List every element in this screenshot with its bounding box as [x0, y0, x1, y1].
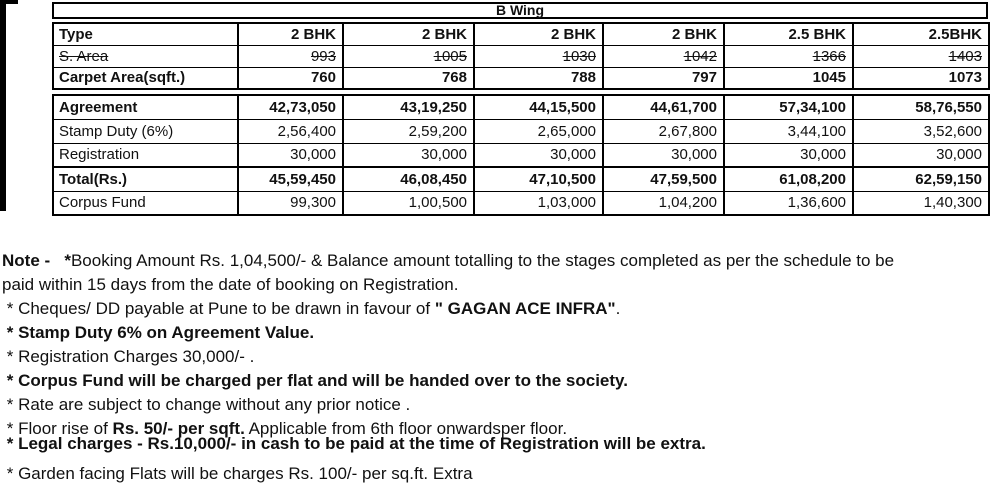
value-cell: 1366 [724, 45, 853, 67]
row-label: Stamp Duty (6%) [53, 119, 238, 143]
value-cell: 99,300 [238, 191, 343, 215]
note-text: * Cheques/ DD payable at Pune to be drawn in favour of [2, 299, 435, 318]
price-table [52, 94, 990, 216]
note-text: Rs. 50/- per sqft. [112, 419, 245, 438]
row-label: Total(Rs.) [53, 167, 238, 191]
value-cell: 3,52,600 [853, 119, 989, 143]
note-line [2, 371, 988, 390]
value-cell: 1042 [603, 45, 724, 67]
value-cell: 2,56,400 [238, 119, 343, 143]
value-cell: 30,000 [853, 143, 989, 167]
note-text: * Corpus Fund will be charged per flat and will be handed over to the society. [2, 371, 628, 390]
value-cell: 30,000 [343, 143, 474, 167]
value-cell: 47,10,500 [474, 167, 603, 191]
note-line [2, 395, 988, 414]
scan-artifact-left-bar [0, 0, 6, 211]
value-cell: 30,000 [724, 143, 853, 167]
value-cell: 58,76,550 [853, 95, 989, 119]
row-label: S. Area [53, 45, 238, 67]
value-cell: 3,44,100 [724, 119, 853, 143]
note-line [2, 275, 988, 294]
note-text: Note - * [2, 251, 71, 270]
value-cell: 788 [474, 67, 603, 89]
value-cell: 2,67,800 [603, 119, 724, 143]
note-text: * Legal charges - Rs.10,000/- in cash to be paid at the time of Registration will be extra. [2, 434, 706, 453]
note-text: Applicable from 6th floor onwardsper floor. [244, 419, 568, 438]
value-cell: 2 BHK [343, 23, 474, 45]
table-row [53, 191, 989, 215]
row-label: Type [53, 23, 238, 45]
table-row [53, 119, 989, 143]
note-line [2, 299, 988, 318]
value-cell: 46,08,450 [343, 167, 474, 191]
note-text: * Garden facing Flats will be charges Rs. 100/- per sq.ft. Extra [2, 464, 473, 483]
value-cell: 2 BHK [474, 23, 603, 45]
value-cell: 1005 [343, 45, 474, 67]
type-header-row [53, 23, 989, 45]
value-cell: 30,000 [474, 143, 603, 167]
note-text: * Stamp Duty 6% on Agreement Value. [2, 323, 315, 342]
value-cell: 2 BHK [603, 23, 724, 45]
value-cell: 44,15,500 [474, 95, 603, 119]
value-cell: 1403 [853, 45, 989, 67]
value-cell: 30,000 [238, 143, 343, 167]
value-cell: 2,59,200 [343, 119, 474, 143]
notes-section [2, 251, 988, 488]
note-line [2, 251, 988, 270]
note-line [2, 347, 988, 366]
note-text: " GAGAN ACE INFRA" [434, 299, 616, 318]
value-cell: 47,59,500 [603, 167, 724, 191]
value-cell: 1,00,500 [343, 191, 474, 215]
value-cell: 1,40,300 [853, 191, 989, 215]
value-cell: 2 BHK [238, 23, 343, 45]
value-cell: 1045 [724, 67, 853, 89]
value-cell: 760 [238, 67, 343, 89]
row-label: Agreement [53, 95, 238, 119]
value-cell: 797 [603, 67, 724, 89]
value-cell: 2,65,000 [474, 119, 603, 143]
note-line [2, 434, 988, 453]
row-label: Registration [53, 143, 238, 167]
value-cell: 45,59,450 [238, 167, 343, 191]
value-cell: 57,34,100 [724, 95, 853, 119]
note-text: * Rate are subject to change without any prior notice . [2, 395, 411, 414]
value-cell: 42,73,050 [238, 95, 343, 119]
note-text: . [615, 299, 621, 318]
row-label: Carpet Area(sqft.) [53, 67, 238, 89]
value-cell: 1,36,600 [724, 191, 853, 215]
table-row [53, 167, 989, 191]
scan-artifact-top-nub [0, 0, 18, 4]
value-cell: 62,59,150 [853, 167, 989, 191]
table-row [53, 67, 989, 89]
note-text: Booking Amount Rs. 1,04,500/- & Balance amount totalling to the stages completed as per the schedule to be [70, 251, 895, 270]
note-text: * Floor rise of [2, 419, 113, 438]
value-cell: 1,03,000 [474, 191, 603, 215]
pricing-table-section [52, 2, 988, 216]
value-cell: 1030 [474, 45, 603, 67]
table-row [53, 45, 989, 67]
value-cell: 30,000 [603, 143, 724, 167]
value-cell: 2.5 BHK [724, 23, 853, 45]
value-cell: 1073 [853, 67, 989, 89]
table-row [53, 143, 989, 167]
row-label: Corpus Fund [53, 191, 238, 215]
value-cell: 993 [238, 45, 343, 67]
note-line [2, 464, 988, 483]
value-cell: 2.5BHK [853, 23, 989, 45]
value-cell: 61,08,200 [724, 167, 853, 191]
wing-title: B Wing [52, 2, 988, 19]
value-cell: 44,61,700 [603, 95, 724, 119]
value-cell: 1,04,200 [603, 191, 724, 215]
note-text: * Registration Charges 30,000/- . [2, 347, 255, 366]
note-line [2, 323, 988, 342]
value-cell: 43,19,250 [343, 95, 474, 119]
table-row [53, 95, 989, 119]
area-table [52, 22, 990, 90]
note-text: paid within 15 days from the date of booking on Registration. [2, 275, 459, 294]
value-cell: 768 [343, 67, 474, 89]
